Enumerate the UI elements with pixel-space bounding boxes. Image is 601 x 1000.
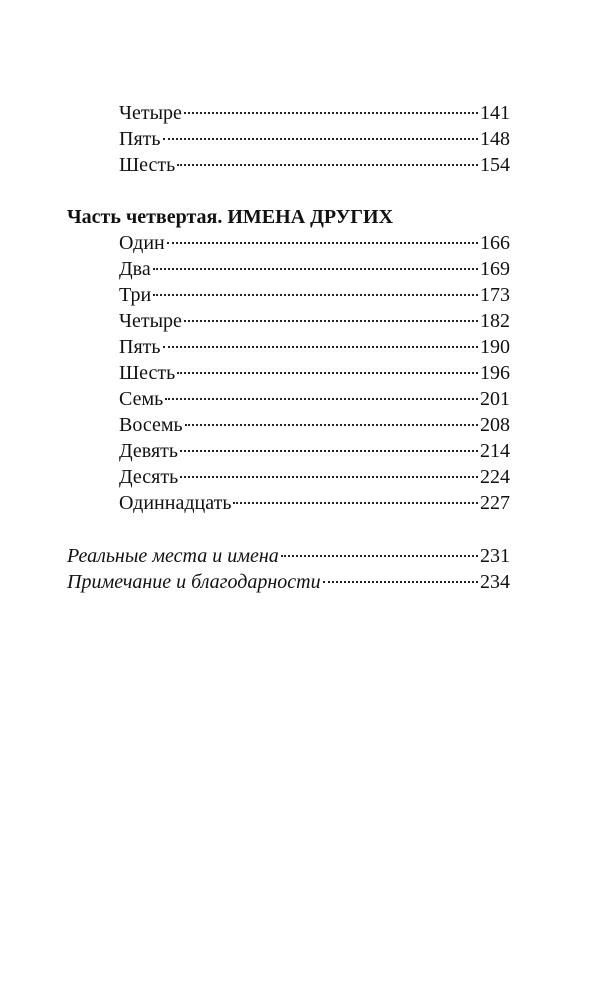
toc-entry-title: Четыре [119, 102, 182, 124]
toc-entry-page: 173 [480, 284, 510, 306]
toc-entry-page: 224 [480, 466, 510, 488]
toc-entry-title: Три [119, 284, 152, 306]
dot-leader [163, 138, 478, 140]
toc-entry[interactable] [119, 334, 510, 360]
toc-entry-title: Восемь [119, 414, 183, 436]
dot-leader [165, 398, 478, 400]
toc-entry-page: 208 [480, 414, 510, 436]
toc-entry-title: Девять [119, 440, 179, 462]
toc-entry-page: 201 [480, 388, 510, 410]
toc-entry[interactable] [67, 543, 510, 569]
toc-entry[interactable] [119, 126, 510, 152]
dot-leader [163, 346, 478, 348]
toc-entry[interactable] [119, 152, 510, 178]
toc-entry-title: Десять [119, 466, 179, 488]
toc-entry-title: Пять [119, 336, 161, 358]
toc-entry-page: 214 [480, 440, 510, 462]
toc-entry-page: 154 [480, 154, 510, 176]
toc-entry[interactable] [119, 386, 510, 412]
dot-leader [184, 112, 478, 114]
toc-entry-page: 231 [480, 545, 510, 567]
toc-entry[interactable] [67, 569, 510, 595]
dot-leader [177, 164, 478, 166]
toc-entry-page: 227 [480, 492, 510, 514]
toc-entry[interactable] [119, 256, 510, 282]
dot-leader [167, 242, 478, 244]
dot-leader [177, 372, 478, 374]
toc-entry-title: Реальные места и имена [67, 545, 279, 567]
toc-entry[interactable] [119, 100, 510, 126]
toc-entry-title: Шесть [119, 362, 176, 384]
toc-entry[interactable] [119, 464, 510, 490]
toc-entry-page: 182 [480, 310, 510, 332]
toc-entry[interactable] [119, 308, 510, 334]
dot-leader [180, 476, 478, 478]
toc-entry[interactable] [119, 360, 510, 386]
part-heading: Часть четвертая. ИМЕНА ДРУГИХ [67, 206, 394, 228]
toc-entry-title: Семь [119, 388, 164, 410]
dot-leader [153, 268, 478, 270]
toc-entry[interactable] [119, 282, 510, 308]
toc-entry-page: 190 [480, 336, 510, 358]
toc-entry-page: 169 [480, 258, 510, 280]
toc-entry-page: 141 [480, 102, 510, 124]
dot-leader [153, 294, 478, 296]
toc-entry-title: Пять [119, 128, 161, 150]
toc-entry-page: 166 [480, 232, 510, 254]
toc-entry-title: Четыре [119, 310, 182, 332]
dot-leader [281, 555, 478, 557]
toc-entry[interactable] [119, 230, 510, 256]
dot-leader [185, 424, 478, 426]
dot-leader [233, 502, 478, 504]
toc-entry-title: Примечание и благодарности [67, 571, 321, 593]
toc-entry[interactable] [119, 438, 510, 464]
dot-leader [323, 581, 478, 583]
dot-leader [184, 320, 478, 322]
toc-entry[interactable] [119, 412, 510, 438]
toc-entry-title: Один [119, 232, 165, 254]
toc-entry-page: 148 [480, 128, 510, 150]
toc-entry-title: Два [119, 258, 151, 280]
toc-entry-title: Одиннадцать [119, 492, 232, 514]
toc-entry-title: Шесть [119, 154, 176, 176]
toc-entry[interactable] [119, 490, 510, 516]
toc-entry-page: 196 [480, 362, 510, 384]
dot-leader [180, 450, 478, 452]
toc-entry-page: 234 [480, 571, 510, 593]
